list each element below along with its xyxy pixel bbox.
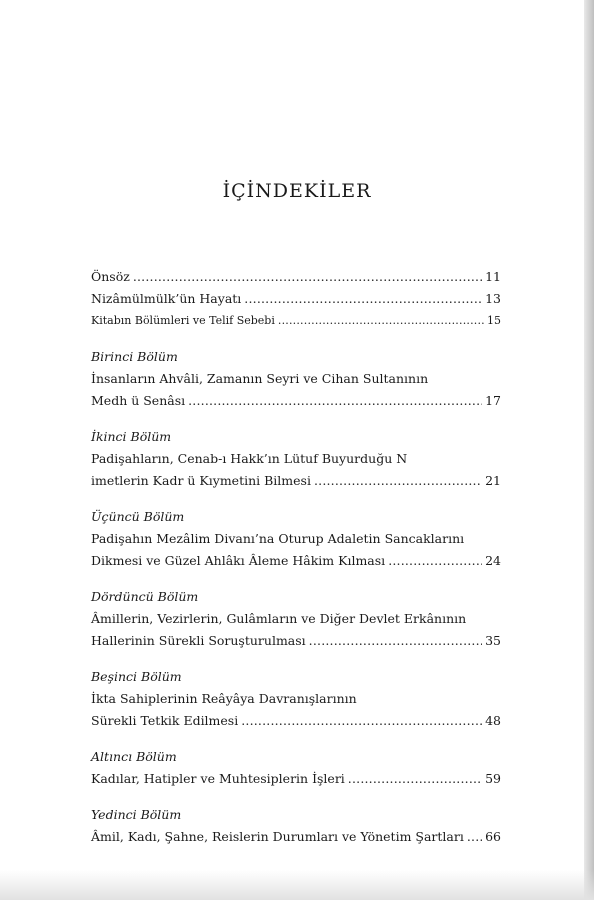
chapter-section	[91, 346, 501, 412]
toc-entry	[91, 266, 501, 288]
toc-entry	[91, 470, 501, 492]
entry-label: Önsöz	[91, 269, 130, 284]
toc-entry	[91, 288, 501, 310]
chapter-label: Dördüncü Bölüm	[91, 589, 199, 604]
page-number: 48	[485, 713, 501, 728]
toc-entry	[91, 550, 501, 572]
chapter-section	[91, 666, 501, 732]
chapter-label: Yedinci Bölüm	[91, 807, 182, 822]
chapter-label: Beşinci Bölüm	[91, 669, 182, 684]
entry-label: imetlerin Kadr ü Kıymetini Bilmesi	[91, 473, 311, 488]
chapter-title-line: İkta Sahiplerinin Reâyâya Davranışlarının	[91, 691, 357, 706]
entry-label: Kadılar, Hatipler ve Muhtesiplerin İşleri	[91, 771, 345, 786]
dot-leader	[241, 710, 482, 732]
chapter-label: İkinci Bölüm	[91, 429, 172, 444]
page-number: 11	[485, 269, 501, 284]
chapter-title-line: İnsanların Ahvâli, Zamanın Seyri ve Cihan Sultanının	[91, 371, 429, 386]
dot-leader	[278, 310, 484, 332]
chapter-list	[91, 346, 501, 848]
dot-leader	[309, 630, 482, 652]
page-number: 21	[485, 473, 501, 488]
page-bottom-shadow	[0, 870, 594, 900]
chapter-title-line: Padişahların, Cenab-ı Hakk’ın Lütuf Buyurduğu N	[91, 451, 408, 466]
chapter-section	[91, 804, 501, 848]
page-number: 35	[485, 633, 501, 648]
page-number: 24	[485, 553, 501, 568]
chapter-title-line: Padişahın Mezâlim Divanı’na Oturup Adaletin Sancaklarını	[91, 531, 465, 546]
page-title: İÇİNDEKİLER	[222, 180, 372, 202]
front-matter	[91, 266, 501, 332]
toc-entry	[91, 310, 501, 332]
entry-label: Medh ü Senâsı	[91, 393, 186, 408]
chapter-section	[91, 506, 501, 572]
entry-label: Kitabın Bölümleri ve Telif Sebebi	[91, 314, 275, 327]
chapter-label: Altıncı Bölüm	[91, 749, 177, 764]
table-of-contents	[91, 266, 501, 848]
dot-leader	[188, 390, 482, 412]
page-number: 17	[485, 393, 501, 408]
entry-label: Sürekli Tetkik Edilmesi	[91, 713, 239, 728]
chapter-section	[91, 426, 501, 492]
page-number: 66	[485, 829, 501, 844]
page-edge-shadow	[584, 0, 594, 900]
page-number: 13	[485, 291, 501, 306]
page-number: 15	[487, 314, 501, 327]
entry-label: Nizâmülmülk’ün Hayatı	[91, 291, 242, 306]
toc-entry	[91, 710, 501, 732]
dot-leader	[244, 288, 482, 310]
entry-label: Dikmesi ve Güzel Ahlâkı Âleme Hâkim Kılması	[91, 553, 386, 568]
toc-entry	[91, 768, 501, 790]
toc-entry	[91, 826, 501, 848]
chapter-label: Birinci Bölüm	[91, 349, 178, 364]
toc-entry	[91, 630, 501, 652]
dot-leader	[314, 470, 482, 492]
toc-entry	[91, 390, 501, 412]
chapter-label: Üçüncü Bölüm	[91, 509, 185, 524]
dot-leader	[467, 826, 482, 848]
entry-label: Âmil, Kadı, Şahne, Reislerin Durumları ve Yönetim Şartları	[91, 829, 464, 844]
entry-label: Hallerinin Sürekli Soruşturulması	[91, 633, 306, 648]
chapter-title-line: Âmillerin, Vezirlerin, Gulâmların ve Diğer Devlet Erkânının	[91, 611, 467, 626]
page-number: 59	[485, 771, 501, 786]
chapter-section	[91, 746, 501, 790]
dot-leader	[388, 550, 482, 572]
dot-leader	[348, 768, 482, 790]
chapter-section	[91, 586, 501, 652]
dot-leader	[133, 266, 482, 288]
